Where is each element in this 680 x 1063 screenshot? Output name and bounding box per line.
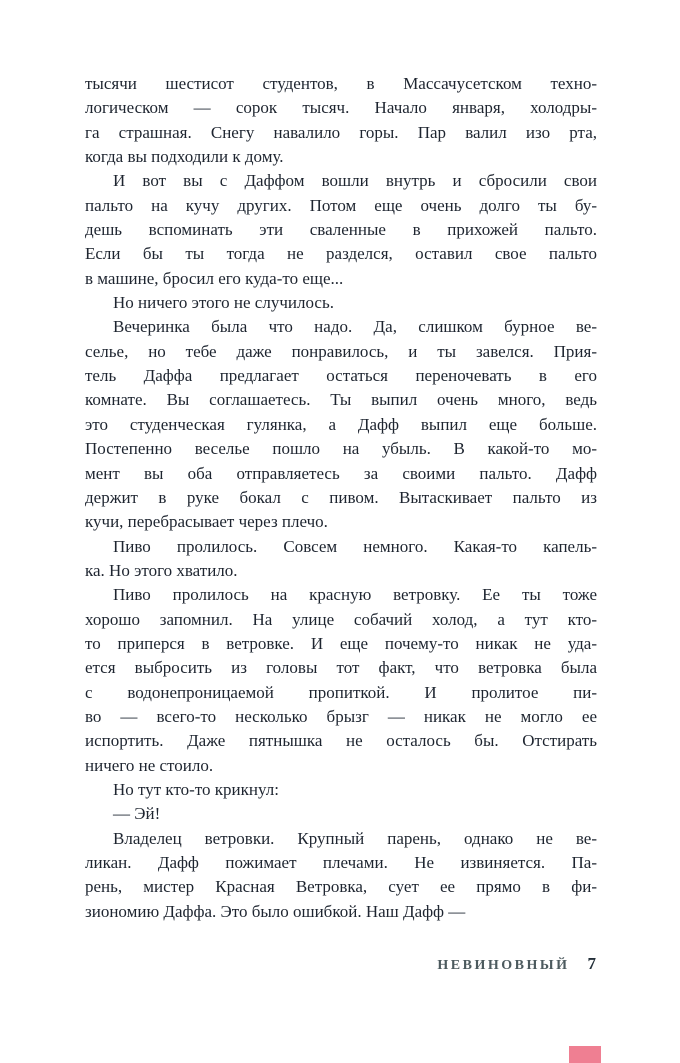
paragraph: [85, 535, 597, 584]
text-line: во — всего-то несколько брызг — никак не могло ее: [85, 706, 597, 726]
text-line: Владелец ветровки. Крупный парень, однако не ве-: [113, 828, 597, 848]
text-line: испортить. Даже пятнышка не осталось бы. Отстирать: [85, 731, 597, 751]
text-line: селье, но тебе даже понравилось, и ты завелся. Прия-: [85, 341, 597, 361]
text-line: зиономию Даффа. Это было ошибкой. Наш Дафф —: [85, 901, 466, 921]
text-line: Вечеринка была что надо. Да, слишком бурное ве-: [113, 317, 597, 337]
text-line: — Эй!: [113, 804, 161, 824]
paragraph: [85, 72, 597, 169]
corner-marker: [569, 1046, 601, 1063]
text-line: с водонепроницаемой пропиткой. И пролитое пи-: [85, 682, 597, 702]
text-line: логическом — сорок тысяч. Начало января, холодры-: [85, 98, 597, 118]
body-text: [85, 72, 597, 924]
text-line: пальто на кучу других. Потом еще очень долго ты бу-: [85, 195, 597, 215]
text-line: Но тут кто-то крикнул:: [113, 779, 279, 799]
text-line: хорошо запомнил. На улице собачий холод, а тут кто-: [85, 609, 597, 629]
text-line: это студенческая гулянка, а Дафф выпил еще больше.: [85, 414, 597, 434]
text-line: ка. Но этого хватило.: [85, 560, 238, 580]
text-line: Если бы ты тогда не разделся, оставил свое пальто: [85, 244, 597, 264]
text-line: тель Даффа предлагает остаться переночевать в его: [85, 366, 597, 386]
text-line: дешь вспоминать эти сваленные в прихожей пальто.: [85, 220, 597, 240]
paragraph: [85, 583, 597, 778]
text-line: мент вы оба отправляетесь за своими пальто. Дафф: [85, 463, 597, 483]
text-line: Пиво пролилось. Совсем немного. Какая-то капель-: [113, 536, 597, 556]
paragraph: [85, 827, 597, 924]
paragraph: [85, 802, 597, 826]
running-title: НЕВИНОВНЫЙ: [437, 958, 570, 973]
text-line: Пиво пролилось на красную ветровку. Ее ты тоже: [113, 585, 597, 605]
paragraph: [85, 169, 597, 291]
text-line: в машине, бросил его куда-то еще...: [85, 268, 344, 288]
text-line: то приперся в ветровке. И еще почему-то никак не уда-: [85, 633, 597, 653]
text-line: рень, мистер Красная Ветровка, сует ее прямо в фи-: [85, 877, 597, 897]
text-line: ничего не стоило.: [85, 755, 214, 775]
text-line: ется выбросить из головы тот факт, что ветровка была: [85, 658, 597, 678]
text-line: Постепенно веселье пошло на убыль. В какой-то мо-: [85, 439, 597, 459]
text-line: когда вы подходили к дому.: [85, 147, 284, 167]
page-number: 7: [587, 954, 596, 973]
text-line: кучи, перебрасывает через плечо.: [85, 512, 328, 532]
page-footer: [437, 954, 596, 974]
text-line: Но ничего этого не случилось.: [113, 293, 334, 313]
text-line: И вот вы с Даффом вошли внутрь и сбросили свои: [113, 171, 597, 191]
text-line: га страшная. Снегу навалило горы. Пар валил изо рта,: [85, 122, 597, 142]
paragraph: [85, 291, 597, 315]
text-line: тысячи шестисот студентов, в Массачусетском техно-: [85, 74, 597, 93]
paragraph: [85, 315, 597, 534]
text-line: ликан. Дафф пожимает плечами. Не извиняется. Па-: [85, 853, 597, 872]
text-line: комнате. Вы соглашаетесь. Ты выпил очень много, ведь: [85, 390, 597, 410]
text-line: держит в руке бокал с пивом. Вытаскивает пальто из: [85, 487, 597, 507]
paragraph: [85, 778, 597, 802]
